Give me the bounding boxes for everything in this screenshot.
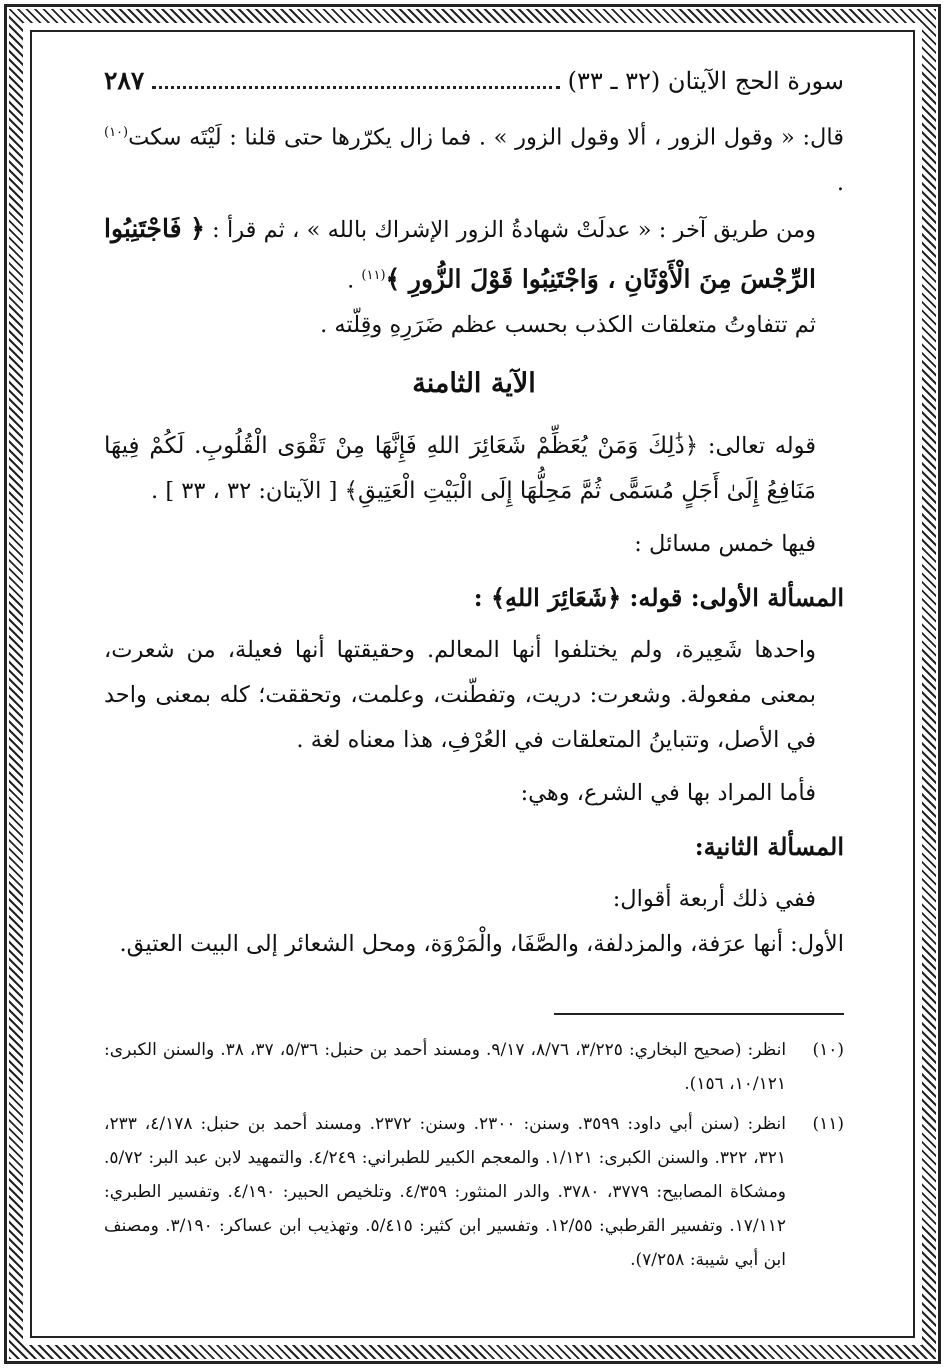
paragraph-2-end: .: [347, 267, 362, 293]
verse-reference: [ الآيتان: ٣٢ ، ٣٣ ] .: [151, 478, 345, 504]
quran-verse-2: ﴿ذَٰلِكَ وَمَنْ يُعَظِّمْ شَعَائِرَ اللهِ فَإِنَّهَا مِنْ تَقْوَى الْقُلُوبِ. لَكُمْ فِيهَا مَنَافِعُ إِلَىٰ أَجَلٍ مُسَمًّى ثُمَّ مَحِلُّهَا إِلَى الْبَيْتِ الْعَتِيقِ﴾: [104, 433, 816, 504]
issue-1-heading: [104, 575, 844, 620]
footnote-10: [104, 1033, 844, 1101]
header-title: سورة الحج الآيتان (٣٢ ـ ٣٣): [567, 67, 844, 95]
spacer: [104, 816, 844, 824]
footnote-text: انظر: (صحيح البخاري: ٣/٢٢٥، ٨/٧٦، ٩/١٧. ومسند أحمد بن حنبل: ٥/٣٦، ٣٧، ٣٨. والسنن الكبرى: ١٠/١٢١، ١٥٦).: [104, 1040, 787, 1094]
issue-1-end: :: [473, 583, 491, 612]
page-content: [104, 66, 844, 1277]
issue-2-heading: المسألة الثانية:: [694, 832, 844, 861]
paragraph-9: الأول: أنها عرَفة، والمزدلفة، والصَّفَا، والْمَرْوَة، ومحل الشعائر إلى البيت العتيق.: [119, 931, 844, 957]
spacer: [104, 869, 844, 877]
paragraph-5: فيها خمس مسائل :: [634, 531, 816, 557]
paragraph-3: ثم تتفاوتُ متعلقات الكذب بحسب عظم ضَرَرِهِ وقِلّته .: [320, 312, 816, 338]
paragraph-2-text: ومن طريق آخر : « عدلَتْ شهادةُ الزور الإشراك بالله » ، ثم قرأ :: [204, 216, 816, 243]
paragraph-1-end: .: [836, 169, 844, 196]
paragraph-2: [104, 206, 844, 304]
paragraph-1-text: قال: « وقول الزور ، ألا وقول الزور » . فما زال يكرّرها حتى قلنا : لَيْتَه سكت: [128, 124, 844, 151]
paragraph-1: [104, 110, 844, 206]
footnote-separator: [554, 1013, 844, 1015]
paragraph-6: واحدها شَعِيرة، ولم يختلفوا أنها المعالم. وحقيقتها أنها فعيلة، من شعرت، بمعنى مفعولة. وشعرت: دريت، وتفطّنت، وعلمت، وتحققت؛ كله بمعنى واحد في الأصل، وتتباينُ المتعلقات في العُرْفِ، هذا معناه لغة .: [104, 637, 816, 753]
quran-verse-1: ﴿ فَاجْتَنِبُوا الرِّجْسَ مِنَ الْأَوْثَانِ ، وَاجْتَنِبُوا قَوْلَ الزُّورِ ﴾: [104, 213, 816, 293]
footnote-number: (١٠): [812, 1040, 844, 1060]
spacer: [104, 620, 844, 628]
footnote-ref-10: (١٠): [104, 125, 129, 140]
spacer: [104, 567, 844, 575]
paragraph-7: فأما المراد بها في الشرع، وهي:: [520, 780, 816, 806]
paragraph-8: ففي ذلك أربعة أقوال:: [612, 886, 816, 912]
footnote-text: انظر: (سنن أبي داود: ٣٥٩٩. وسنن: ٢٣٠٠. وسنن: ٢٣٧٢. ومسند أحمد بن حنبل: ٤/١٧٨، ٢٣٣، ٣٢١، ٣٢٢. والسنن الكبرى: ١/١٢١. والمعجم الكبير للطبراني: ٤/٢٤٩. والتمهيد لابن عبد البر: ٥/٧٢. ومشكاة المصابيح: ٣٧٧٩، ٣٧٨٠. والدر المنثور: ٤/٣٥٩. وتلخيص الحبير: ٤/١٩٠. وتفسير الطبري: ١٧/١١٢. وتفسير القرطبي: ١٢/٥٥. وتفسير ابن كثير: ٥/٤١٥. وتهذيب ابن عساكر: ٣/١٩٠. ومصنف ابن أبي شيبة: ٧/٢٥٨).: [104, 1114, 787, 1270]
header-leader-dots: [152, 85, 559, 89]
page-number: ٢٨٧: [104, 66, 145, 95]
issue-1-quran: ﴿شَعَائِرَ اللهِ﴾: [490, 583, 622, 612]
footnote-ref-11: (١١): [361, 267, 386, 283]
spacer: [104, 514, 844, 522]
issue-1-label: المسألة الأولى: قوله:: [621, 583, 844, 612]
footnote-number: (١١): [812, 1114, 844, 1134]
footnote-11: [104, 1107, 844, 1277]
running-header: [104, 66, 844, 110]
section-title: الآية الثامنة: [412, 368, 536, 399]
paragraph-4: [104, 424, 844, 514]
spacer: [104, 763, 844, 771]
paragraph-4-intro: قوله تعالى:: [698, 433, 817, 459]
